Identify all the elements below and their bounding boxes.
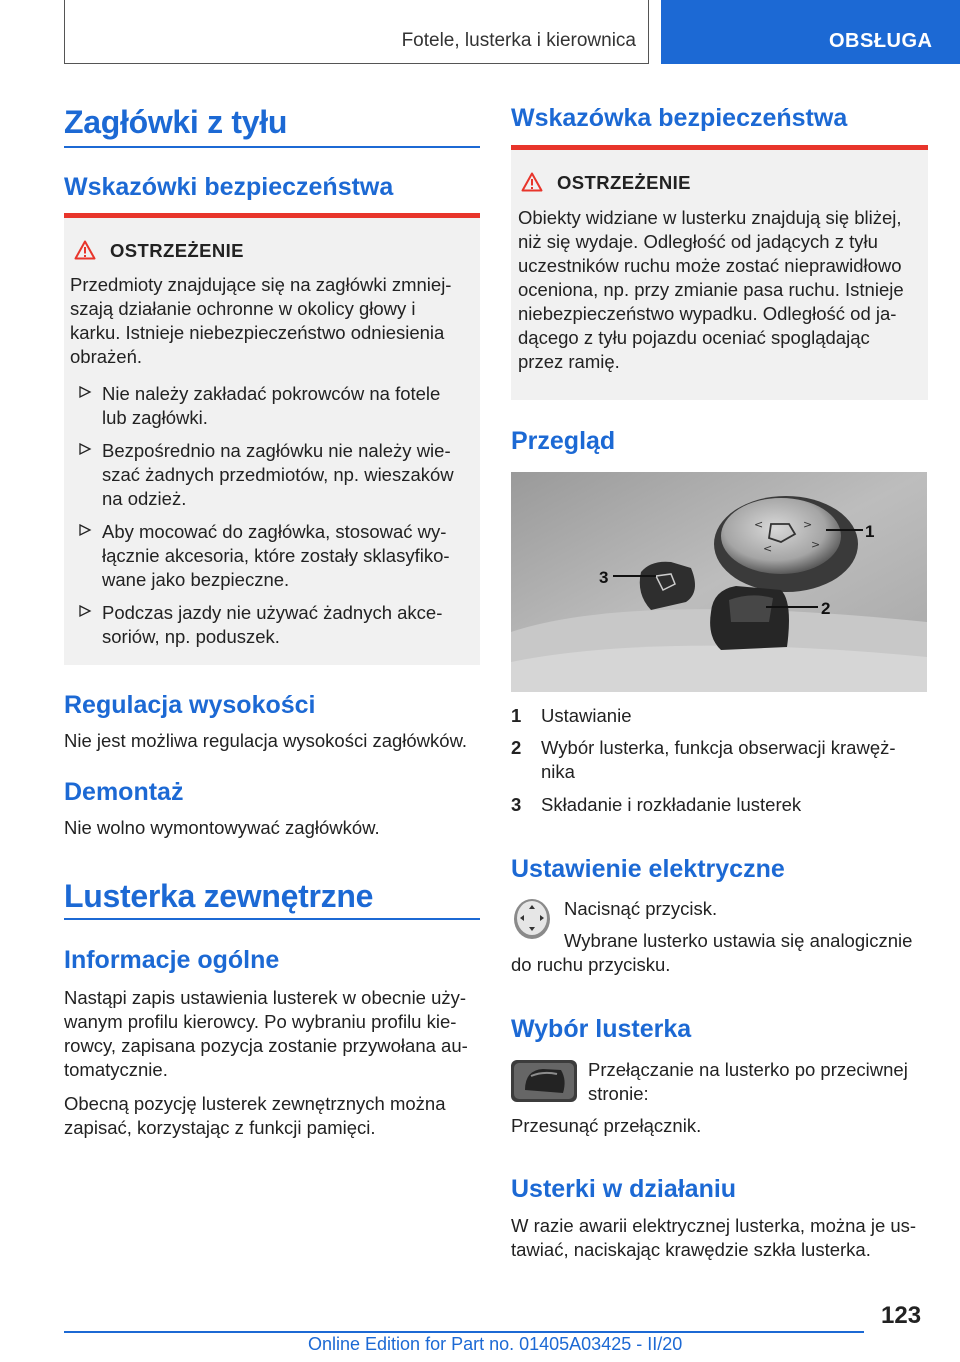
heading-rule (64, 146, 480, 148)
svg-text:<: < (763, 542, 773, 555)
bullet-triangle-icon (78, 604, 92, 618)
text-line: wanym profilu kierowcy. Po wybraniu profilu kie- (64, 1011, 457, 1032)
list-item (70, 439, 474, 511)
heading-general-info: Informacje ogólne (64, 946, 280, 974)
paragraph-electric-2b: do ruchu przycisku. (511, 954, 671, 975)
list-item (70, 520, 474, 592)
warning-line: karku. Istnieje niebezpieczeństwo odniesienia (70, 322, 445, 343)
bullet-triangle-icon (78, 442, 92, 456)
warning-triangle-icon (521, 172, 543, 192)
legend-number: 1 (511, 705, 522, 726)
heading-removal: Demontaż (64, 778, 184, 806)
paragraph-general-2 (64, 1092, 484, 1140)
paragraph-electric-1: Nacisnąć przycisk. (564, 898, 718, 919)
footer-rule (64, 1331, 864, 1333)
warning-line: szają działanie ochronne w okolicy głowy i (70, 298, 416, 319)
list-item-line: soriów, np. poduszek. (102, 626, 280, 647)
heading-rule (64, 918, 480, 920)
warning-line: przez ramię. (518, 351, 620, 372)
warning-line: dącego z tyłu pojazdu oceniać spoglądając (518, 327, 870, 348)
list-item-line: wane jako bezpieczne. (102, 569, 290, 590)
text-line: rowcy, zapisana pozycja zostanie przywołana au- (64, 1035, 468, 1056)
heading-headrests: Zagłówki z tyłu (64, 104, 288, 140)
paragraph-select-1a: Przełączanie na lusterko po przeciwnej (588, 1059, 908, 1080)
heading-height-adjustment: Regulacja wysokości (64, 691, 316, 719)
warning-body (518, 206, 922, 374)
list-item-line: na odzież. (102, 488, 187, 509)
warning-title: OSTRZEŻENIE (110, 240, 244, 261)
warning-line: niż się wydaje. Odległość od jadących z tyłu (518, 231, 878, 252)
adjust-button-icon (513, 898, 551, 940)
warning-title: OSTRZEŻENIE (557, 172, 691, 193)
heading-mirror-selection: Wybór lusterka (511, 1015, 692, 1043)
warning-box (64, 218, 480, 665)
legend-text-line: Wybór lusterka, funkcja obserwacji krawęż- (541, 737, 896, 758)
warning-bullet-list (70, 382, 474, 649)
header-section-title: Fotele, lusterka i kierownica (401, 30, 636, 51)
list-item-line: Nie należy zakładać pokrowców na fotele (102, 383, 441, 404)
warning-line: Obiekty widziane w lusterku znajdują się bliżej, (518, 207, 902, 228)
paragraph-electric-2a: Wybrane lusterko ustawia się analogicznie (564, 930, 913, 951)
list-item-line: Bezpośrednio na zagłówku nie należy wie- (102, 440, 451, 461)
warning-line: niebezpieczeństwo wypadku. Odległość od ja- (518, 303, 897, 324)
list-item (70, 382, 474, 430)
warning-line: obrażeń. (70, 346, 142, 367)
legend-text: Ustawianie (541, 705, 632, 726)
warning-box (511, 150, 928, 400)
legend-number: 3 (511, 794, 522, 815)
list-item-line: szać żadnych przedmiotów, np. wieszaków (102, 464, 454, 485)
mirror-select-switch-icon (511, 1060, 577, 1102)
legend-number: 2 (511, 737, 522, 758)
legend-text-line: nika (541, 761, 575, 782)
paragraph-select-1b: stronie: (588, 1083, 649, 1104)
header-frame (64, 0, 649, 64)
heading-electric-adjustment: Ustawienie elektryczne (511, 855, 785, 883)
legend-text (541, 736, 921, 784)
warning-line: Przedmioty znajdujące się na zagłówki zmniej- (70, 274, 452, 295)
warning-title-row (74, 240, 244, 262)
text-line: Nastąpi zapis ustawienia lusterek w obecnie uży- (64, 987, 467, 1008)
svg-text:>: > (803, 518, 813, 531)
warning-title-row (521, 172, 691, 194)
svg-text:<: < (754, 518, 764, 531)
paragraph-general-1 (64, 986, 484, 1082)
heading-exterior-mirrors: Lusterka zewnętrzne (64, 878, 374, 914)
figure-callout-3: 3 (599, 568, 609, 587)
figure-callout-2: 2 (821, 599, 831, 618)
heading-overview: Przegląd (511, 427, 616, 455)
paragraph-select-2: Przesunąć przełącznik. (511, 1115, 702, 1136)
list-item (70, 601, 474, 649)
figure-callout-1: 1 (865, 522, 875, 541)
paragraph-height: Nie jest możliwa regulacja wysokości zagłówków. (64, 730, 468, 751)
figure-legend (511, 704, 928, 824)
mirror-controls-figure (511, 472, 927, 692)
heading-safety-notes: Wskazówki bezpieczeństwa (64, 173, 394, 201)
warning-line: oceniona, np. przy zmianie pasa ruchu. Istnieje (518, 279, 904, 300)
header-chapter-tab[interactable] (661, 0, 960, 64)
text-line: Obecną pozycję lusterek zewnętrznych można (64, 1093, 446, 1114)
warning-triangle-icon (74, 240, 96, 260)
header-chapter-label: OBSŁUGA (829, 30, 933, 52)
list-item-line: łącznie akcesoria, które zostały sklasyfiko- (102, 545, 450, 566)
page-number: 123 (881, 1302, 922, 1329)
list-item-line: lub zagłówki. (102, 407, 208, 428)
text-line: tomatycznie. (64, 1059, 168, 1080)
legend-text: Składanie i rozkładanie lusterek (541, 794, 802, 815)
text-line: W razie awarii elektrycznej lusterka, można je us- (511, 1215, 917, 1236)
svg-text:>: > (811, 538, 821, 551)
warning-line: uczestników ruchu może zostać nieprawidłowo (518, 255, 902, 276)
heading-safety-note: Wskazówka bezpieczeństwa (511, 104, 848, 132)
list-item-line: Podczas jazdy nie używać żadnych akce- (102, 602, 443, 623)
list-item-line: Aby mocować do zagłówka, stosować wy- (102, 521, 447, 542)
paragraph-removal: Nie wolno wymontowywać zagłówków. (64, 817, 380, 838)
text-line: zapisać, korzystając z funkcji pamięci. (64, 1117, 376, 1138)
adjust-knob (721, 498, 841, 574)
heading-malfunctions: Usterki w działaniu (511, 1175, 737, 1203)
text-line: tawiać, naciskając krawędzie szkła lusterka. (511, 1239, 871, 1260)
footer-edition-link[interactable]: Online Edition for Part no. 01405A03425 - II/20 (308, 1334, 683, 1354)
bullet-triangle-icon (78, 385, 92, 399)
bullet-triangle-icon (78, 523, 92, 537)
warning-body (70, 273, 474, 369)
paragraph-malfunctions (511, 1214, 931, 1262)
